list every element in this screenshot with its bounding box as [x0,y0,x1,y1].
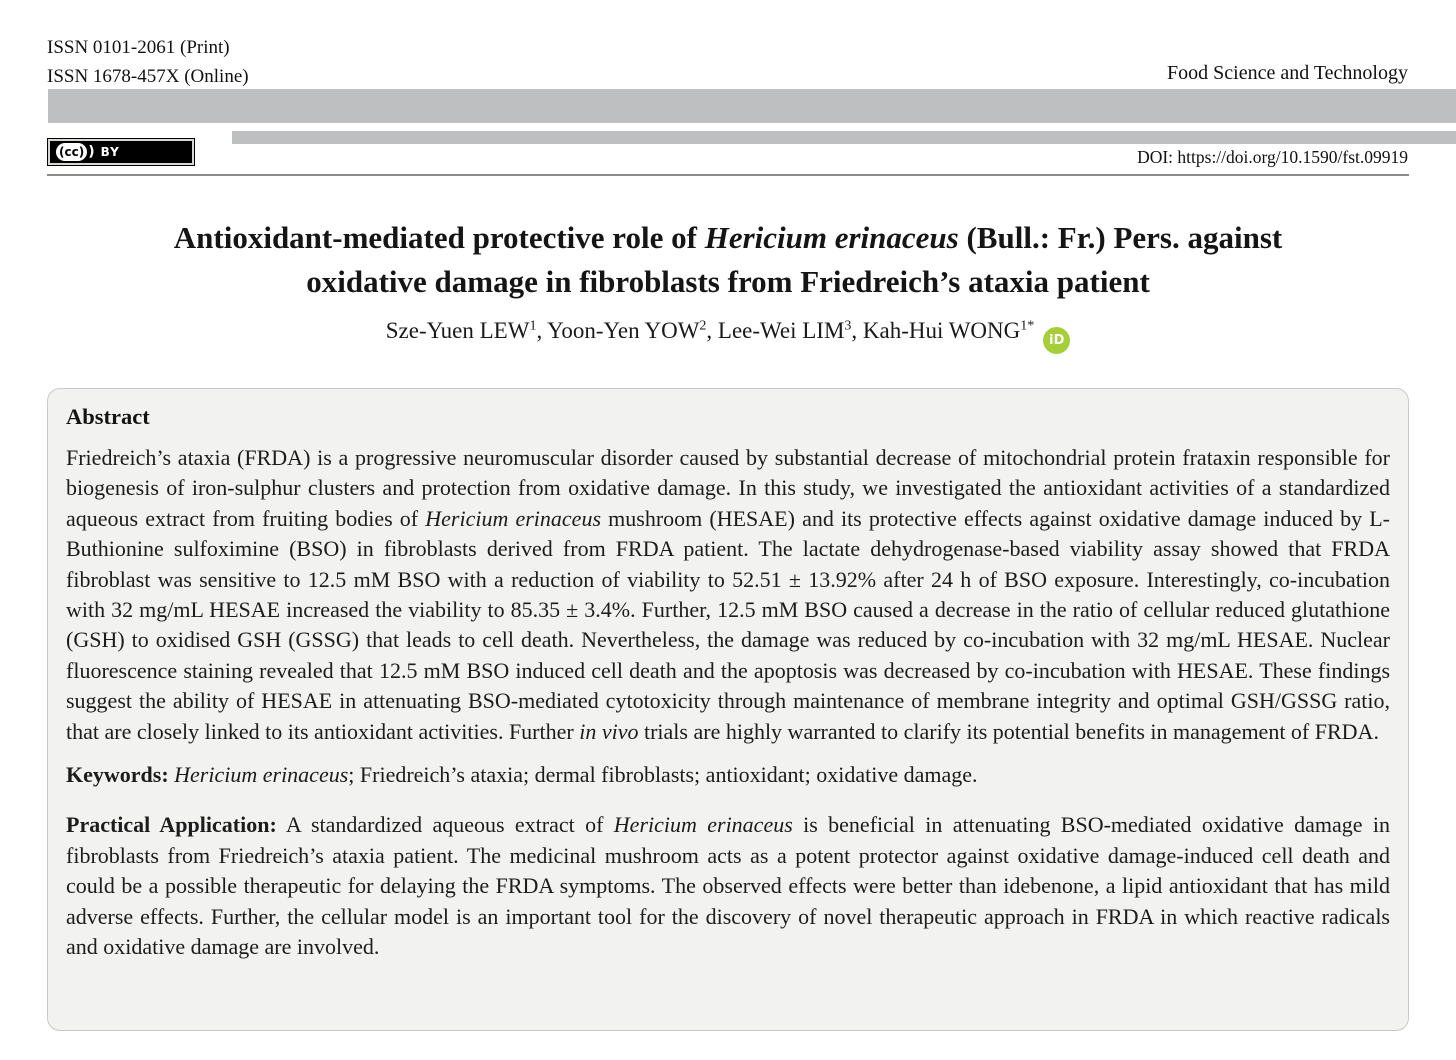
species-italic: Hericium erinaceus [425,505,602,531]
author-separator: , [536,318,548,343]
keywords-label: Keywords: [66,762,169,788]
practical-application-label: Practical Application: [66,812,277,838]
author-affiliation-sup: 3 [844,318,852,334]
authors-line [0,318,1456,354]
issn-print-line: ISSN 0101-2061 (Print) [47,37,230,58]
title-line-1 [40,216,1416,260]
in-vivo-italic: in vivo [579,718,639,744]
doi-link[interactable]: DOI: https://doi.org/10.1590/fst.09919 [1137,147,1408,167]
title-line-2: oxidative damage in fibroblasts from Friedreich’s ataxia patient [306,264,1150,299]
author-name: Sze-Yuen LEW [385,318,530,343]
title-species-italic: Hericium erinaceus [704,220,959,255]
cc-paren-glyph: ) [88,144,95,160]
cc-logo-icon: (cc) [56,143,87,161]
practical-application-paragraph [66,810,1390,962]
abstract-text: Friedreich’s ataxia (FRDA) is a progressive neuromuscular disorder caused by substantial decrease of mitochondrial protein frataxin responsible for biogenesis of iron-sulphur clusters and protection from oxidative damage. In this study, we investigated the antioxidant activities of a standardized aqueous extract from fruiting bodies of [66,445,1390,531]
keywords-list: ; Friedreich’s ataxia; dermal fibroblasts; antioxidant; oxidative damage. [348,762,978,788]
abstract-text: trials are highly warranted to clarify its potential benefits in management of FRDA. [638,718,1379,744]
header-divider-rule [47,174,1409,176]
author-separator: , [706,318,718,343]
abstract-box [47,388,1409,1031]
cc-by-label: BY [100,145,120,159]
issn-block [47,33,249,91]
title-text: (Bull.: Fr.) Pers. against [958,220,1283,255]
keywords-line [66,760,1390,790]
title-text: Antioxidant-mediated protective role of [173,220,705,255]
article-title [40,216,1416,304]
abstract-paragraph [66,443,1390,747]
practical-text: is beneficial in attenuating BSO-mediated oxidative damage in fibroblasts from Friedreich’s ataxia patient. The medicinal mushroom acts as a potent protector against oxidative damage-induced cell death and could be a possible therapeutic for delaying the FRDA symptoms. The observed effects were better than idebenone, a lipid antioxidant that has mild adverse effects. Further, the cellular model is an important tool for the discovery of novel therapeutic approach in FRDA in which reactive radicals and oxidative damage are involved. [66,812,1390,960]
author-separator: , [851,318,863,343]
author-affiliation-sup: 1 [529,318,537,334]
header-gray-bar-wide [48,89,1456,123]
author-affiliation-sup: 2 [699,318,707,334]
issn-online-line: ISSN 1678-457X (Online) [47,66,249,87]
species-italic: Hericium erinaceus [174,762,349,788]
author-name: Yoon-Yen YOW [547,318,700,343]
journal-name: Food Science and Technology [1167,62,1408,84]
author-affiliation-sup: 1* [1020,318,1035,334]
cc-by-license-badge[interactable] [47,138,195,166]
abstract-text: mushroom (HESAE) and its protective effects against oxidative damage induced by L-Buthionine sulfoximine (BSO) in fibroblasts derived from FRDA patient. The lactate dehydrogenase-based viability assay showed that FRDA fibroblast was sensitive to 12.5 mM BSO with a reduction of viability to 52.51 ± 13.92% after 24 h of BSO exposure. Interestingly, co-incubation with 32 mg/mL HESAE increased the viability to 85.35 ± 3.4%. Further, 12.5 mM BSO caused a decrease in the ratio of cellular reduced glutathione (GSH) to oxidised GSH (GSSG) that leads to cell death. Nevertheless, the damage was reduced by co-incubation with 32 mg/mL HESAE. Nuclear fluorescence staining revealed that 12.5 mM BSO induced cell death and the apoptosis was decreased by co-incubation with HESAE. These findings suggest the ability of HESAE in attenuating BSO-mediated cytotoxicity through maintenance of membrane integrity and optimal GSH/GSSG ratio, that are closely linked to its antioxidant activities. Further [66,505,1390,744]
orcid-icon[interactable]: iD [1043,327,1070,354]
author-name: Lee-Wei LIM [717,318,845,343]
author-name: Kah-Hui WONG [862,318,1021,343]
abstract-heading: Abstract [66,404,150,429]
species-italic: Hericium erinaceus [613,812,793,838]
practical-text: A standardized aqueous extract of [276,812,614,838]
header-gray-bar-narrow [232,131,1456,144]
